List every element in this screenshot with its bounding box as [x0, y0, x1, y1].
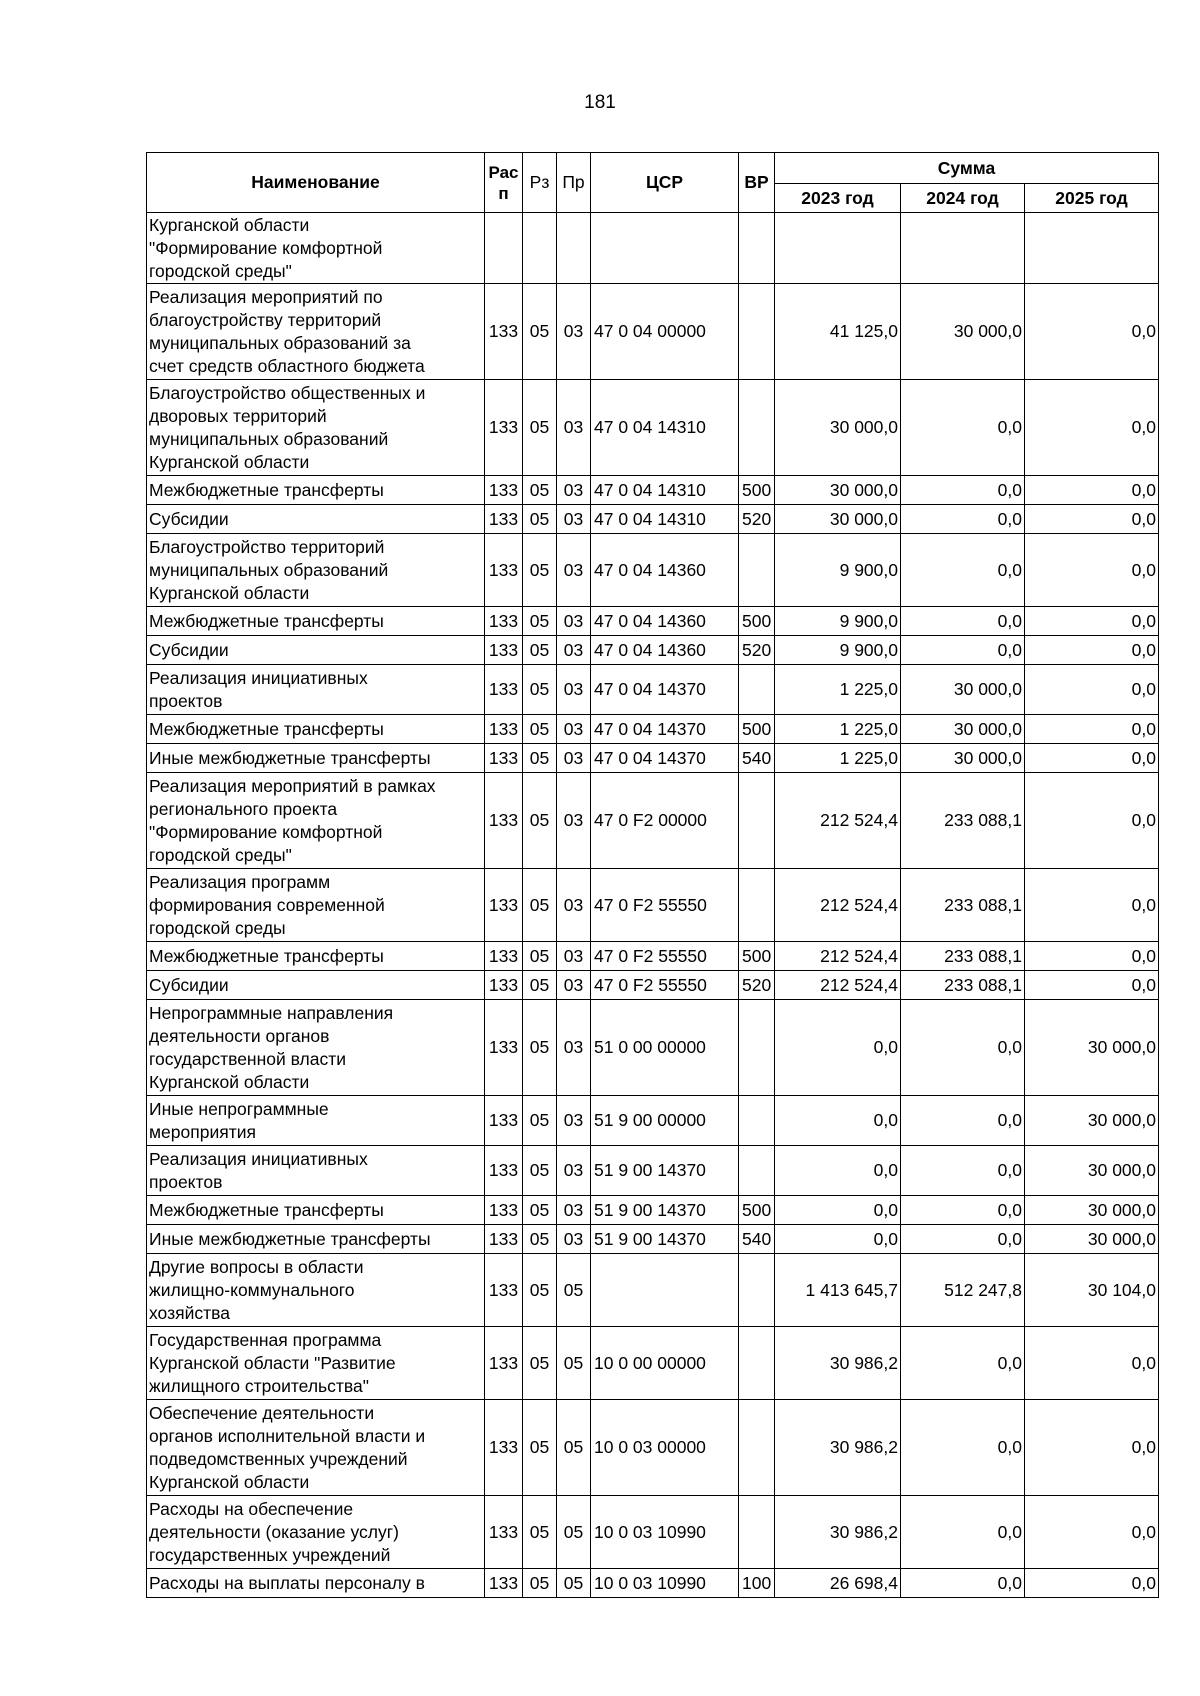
cell-rz: 05 — [523, 1327, 557, 1400]
cell-sum-2025: 0,0 — [1025, 284, 1159, 380]
cell-vr — [739, 1496, 775, 1569]
header-rasp: Рас п — [485, 153, 523, 213]
cell-sum-2023: 9 900,0 — [775, 607, 901, 636]
cell-csr: 47 0 04 14360 — [591, 534, 739, 607]
cell-sum-2025: 30 000,0 — [1025, 1000, 1159, 1096]
cell-name: Благоустройство общественных и дворовых территорий муниципальных образований Курганской области — [147, 380, 485, 476]
cell-sum-2024: 0,0 — [901, 505, 1025, 534]
cell-rz: 05 — [523, 665, 557, 715]
cell-sum-2025: 30 000,0 — [1025, 1146, 1159, 1196]
cell-csr: 51 9 00 14370 — [591, 1225, 739, 1254]
cell-sum-2025: 30 000,0 — [1025, 1225, 1159, 1254]
cell-vr — [739, 534, 775, 607]
cell-rz: 05 — [523, 869, 557, 942]
cell-vr: 520 — [739, 505, 775, 534]
cell-vr — [739, 773, 775, 869]
cell-sum-2023: 30 986,2 — [775, 1327, 901, 1400]
cell-rasp: 133 — [485, 1146, 523, 1196]
cell-pr: 03 — [557, 476, 591, 505]
cell-rz: 05 — [523, 607, 557, 636]
cell-pr: 03 — [557, 534, 591, 607]
table-row — [147, 1569, 1159, 1598]
cell-pr: 03 — [557, 1096, 591, 1146]
cell-name: Государственная программа Курганской области "Развитие жилищного строительства" — [147, 1327, 485, 1400]
header-sum: Сумма — [775, 153, 1159, 184]
cell-pr: 03 — [557, 505, 591, 534]
cell-pr: 03 — [557, 284, 591, 380]
cell-sum-2025: 0,0 — [1025, 1327, 1159, 1400]
cell-pr: 05 — [557, 1496, 591, 1569]
cell-vr: 100 — [739, 1569, 775, 1598]
cell-name: Иные межбюджетные трансферты — [147, 744, 485, 773]
cell-pr: 03 — [557, 1146, 591, 1196]
cell-sum-2025: 0,0 — [1025, 715, 1159, 744]
cell-vr: 500 — [739, 942, 775, 971]
cell-sum-2023: 30 000,0 — [775, 505, 901, 534]
cell-rasp: 133 — [485, 1196, 523, 1225]
table-row — [147, 380, 1159, 476]
cell-csr: 10 0 03 10990 — [591, 1496, 739, 1569]
cell-csr: 47 0 04 14370 — [591, 715, 739, 744]
cell-vr: 500 — [739, 476, 775, 505]
cell-sum-2024: 30 000,0 — [901, 665, 1025, 715]
cell-rasp: 133 — [485, 534, 523, 607]
table-row — [147, 636, 1159, 665]
cell-sum-2023: 0,0 — [775, 1000, 901, 1096]
cell-pr: 03 — [557, 1225, 591, 1254]
cell-csr: 47 0 F2 55550 — [591, 869, 739, 942]
cell-vr — [739, 380, 775, 476]
cell-sum-2025 — [1025, 213, 1159, 284]
cell-sum-2025: 0,0 — [1025, 942, 1159, 971]
cell-rz: 05 — [523, 1225, 557, 1254]
cell-rz: 05 — [523, 715, 557, 744]
cell-sum-2025: 30 000,0 — [1025, 1096, 1159, 1146]
cell-sum-2023: 212 524,4 — [775, 773, 901, 869]
cell-sum-2023: 30 986,2 — [775, 1496, 901, 1569]
cell-name: Благоустройство территорий муниципальных образований Курганской области — [147, 534, 485, 607]
cell-csr: 51 0 00 00000 — [591, 1000, 739, 1096]
cell-sum-2024: 233 088,1 — [901, 773, 1025, 869]
cell-vr — [739, 1000, 775, 1096]
cell-rz: 05 — [523, 1096, 557, 1146]
cell-vr: 500 — [739, 607, 775, 636]
cell-pr: 05 — [557, 1400, 591, 1496]
table-row — [147, 534, 1159, 607]
cell-csr: 47 0 04 14360 — [591, 607, 739, 636]
cell-csr — [591, 213, 739, 284]
cell-sum-2023: 212 524,4 — [775, 869, 901, 942]
cell-name: Обеспечение деятельности органов исполнительной власти и подведомственных учреждений Курганской области — [147, 1400, 485, 1496]
cell-name: Межбюджетные трансферты — [147, 715, 485, 744]
cell-sum-2023: 9 900,0 — [775, 636, 901, 665]
cell-rasp: 133 — [485, 971, 523, 1000]
cell-sum-2024: 0,0 — [901, 1196, 1025, 1225]
cell-rz — [523, 213, 557, 284]
table-row — [147, 213, 1159, 284]
cell-vr — [739, 869, 775, 942]
cell-rasp — [485, 213, 523, 284]
cell-name: Субсидии — [147, 636, 485, 665]
table-row — [147, 665, 1159, 715]
cell-pr: 03 — [557, 971, 591, 1000]
cell-rasp: 133 — [485, 1254, 523, 1327]
cell-csr: 47 0 04 14360 — [591, 636, 739, 665]
cell-name: Межбюджетные трансферты — [147, 942, 485, 971]
cell-sum-2024: 30 000,0 — [901, 744, 1025, 773]
cell-pr — [557, 213, 591, 284]
cell-pr: 03 — [557, 1000, 591, 1096]
cell-sum-2023 — [775, 213, 901, 284]
cell-pr: 03 — [557, 665, 591, 715]
cell-csr: 10 0 00 00000 — [591, 1327, 739, 1400]
cell-sum-2024: 0,0 — [901, 1000, 1025, 1096]
cell-vr — [739, 1254, 775, 1327]
cell-rasp: 133 — [485, 665, 523, 715]
cell-csr: 51 9 00 14370 — [591, 1146, 739, 1196]
table-row — [147, 1400, 1159, 1496]
cell-csr: 47 0 04 14370 — [591, 744, 739, 773]
cell-sum-2023: 1 413 645,7 — [775, 1254, 901, 1327]
page-number: 181 — [584, 92, 616, 113]
cell-sum-2025: 0,0 — [1025, 665, 1159, 715]
cell-rz: 05 — [523, 1496, 557, 1569]
cell-sum-2024: 512 247,8 — [901, 1254, 1025, 1327]
cell-sum-2024: 233 088,1 — [901, 869, 1025, 942]
table-row — [147, 1146, 1159, 1196]
cell-rasp: 133 — [485, 744, 523, 773]
cell-rz: 05 — [523, 942, 557, 971]
cell-sum-2023: 30 986,2 — [775, 1400, 901, 1496]
cell-name: Курганской области "Формирование комфортной городской среды" — [147, 213, 485, 284]
cell-name: Межбюджетные трансферты — [147, 1196, 485, 1225]
cell-vr — [739, 1327, 775, 1400]
cell-rasp: 133 — [485, 1400, 523, 1496]
cell-rasp: 133 — [485, 1096, 523, 1146]
cell-rasp: 133 — [485, 1569, 523, 1598]
cell-name: Реализация программ формирования современной городской среды — [147, 869, 485, 942]
cell-sum-2025: 0,0 — [1025, 1569, 1159, 1598]
cell-vr: 520 — [739, 971, 775, 1000]
cell-name: Реализация инициативных проектов — [147, 665, 485, 715]
cell-csr: 10 0 03 10990 — [591, 1569, 739, 1598]
cell-sum-2023: 0,0 — [775, 1096, 901, 1146]
cell-pr: 03 — [557, 773, 591, 869]
table-row — [147, 715, 1159, 744]
cell-rasp: 133 — [485, 636, 523, 665]
cell-csr: 51 9 00 00000 — [591, 1096, 739, 1146]
cell-rz: 05 — [523, 1254, 557, 1327]
cell-csr: 47 0 F2 00000 — [591, 773, 739, 869]
cell-name: Расходы на выплаты персоналу в — [147, 1569, 485, 1598]
cell-pr: 03 — [557, 636, 591, 665]
table-row — [147, 773, 1159, 869]
cell-sum-2023: 212 524,4 — [775, 942, 901, 971]
table-row — [147, 1254, 1159, 1327]
cell-sum-2025: 0,0 — [1025, 505, 1159, 534]
cell-rasp: 133 — [485, 942, 523, 971]
table-row — [147, 1496, 1159, 1569]
cell-csr: 47 0 04 00000 — [591, 284, 739, 380]
cell-rasp: 133 — [485, 284, 523, 380]
cell-csr: 47 0 04 14310 — [591, 505, 739, 534]
cell-vr: 540 — [739, 744, 775, 773]
table-row — [147, 1196, 1159, 1225]
header-csr: ЦСР — [591, 153, 739, 213]
cell-sum-2023: 26 698,4 — [775, 1569, 901, 1598]
header-vr: ВР — [739, 153, 775, 213]
cell-sum-2023: 41 125,0 — [775, 284, 901, 380]
cell-sum-2025: 30 000,0 — [1025, 1196, 1159, 1225]
cell-rasp: 133 — [485, 773, 523, 869]
cell-rasp: 133 — [485, 869, 523, 942]
cell-csr: 47 0 04 14310 — [591, 476, 739, 505]
cell-rasp: 133 — [485, 1327, 523, 1400]
header-name: Наименование — [147, 153, 485, 213]
header-2024: 2024 год — [901, 184, 1025, 213]
cell-rasp: 133 — [485, 1496, 523, 1569]
cell-sum-2023: 30 000,0 — [775, 380, 901, 476]
cell-sum-2025: 0,0 — [1025, 380, 1159, 476]
cell-pr: 03 — [557, 380, 591, 476]
cell-sum-2024: 0,0 — [901, 476, 1025, 505]
table-row — [147, 284, 1159, 380]
cell-sum-2023: 0,0 — [775, 1196, 901, 1225]
cell-pr: 03 — [557, 869, 591, 942]
cell-rz: 05 — [523, 1000, 557, 1096]
cell-name: Субсидии — [147, 971, 485, 1000]
cell-rz: 05 — [523, 773, 557, 869]
cell-sum-2025: 0,0 — [1025, 636, 1159, 665]
cell-name: Межбюджетные трансферты — [147, 607, 485, 636]
cell-rz: 05 — [523, 1196, 557, 1225]
cell-sum-2025: 0,0 — [1025, 607, 1159, 636]
cell-sum-2025: 0,0 — [1025, 476, 1159, 505]
cell-pr: 03 — [557, 715, 591, 744]
table-row — [147, 505, 1159, 534]
cell-sum-2024: 0,0 — [901, 636, 1025, 665]
cell-rz: 05 — [523, 744, 557, 773]
table-row — [147, 476, 1159, 505]
cell-pr: 05 — [557, 1327, 591, 1400]
cell-sum-2024: 30 000,0 — [901, 284, 1025, 380]
cell-sum-2025: 0,0 — [1025, 534, 1159, 607]
cell-sum-2024: 0,0 — [901, 1096, 1025, 1146]
header-rz: Рз — [523, 153, 557, 213]
cell-name: Субсидии — [147, 505, 485, 534]
cell-csr — [591, 1254, 739, 1327]
cell-rz: 05 — [523, 534, 557, 607]
table-row — [147, 869, 1159, 942]
cell-rasp: 133 — [485, 607, 523, 636]
header-pr: Пр — [557, 153, 591, 213]
cell-rz: 05 — [523, 380, 557, 476]
cell-sum-2024: 0,0 — [901, 1327, 1025, 1400]
cell-rz: 05 — [523, 971, 557, 1000]
cell-sum-2025: 0,0 — [1025, 773, 1159, 869]
cell-rz: 05 — [523, 284, 557, 380]
cell-sum-2023: 0,0 — [775, 1146, 901, 1196]
cell-name: Реализация мероприятий в рамках регионального проекта "Формирование комфортной городской среды" — [147, 773, 485, 869]
cell-vr — [739, 1400, 775, 1496]
cell-name: Реализация мероприятий по благоустройству территорий муниципальных образований за счет средств областного бюджета — [147, 284, 485, 380]
cell-name: Иные межбюджетные трансферты — [147, 1225, 485, 1254]
cell-sum-2024: 0,0 — [901, 1496, 1025, 1569]
cell-csr: 47 0 04 14370 — [591, 665, 739, 715]
table-row — [147, 1225, 1159, 1254]
cell-rasp: 133 — [485, 1225, 523, 1254]
cell-pr: 03 — [557, 607, 591, 636]
cell-vr: 540 — [739, 1225, 775, 1254]
cell-pr: 05 — [557, 1254, 591, 1327]
cell-sum-2024: 233 088,1 — [901, 971, 1025, 1000]
cell-name: Непрограммные направления деятельности органов государственной власти Курганской области — [147, 1000, 485, 1096]
cell-sum-2023: 1 225,0 — [775, 715, 901, 744]
cell-sum-2024: 0,0 — [901, 380, 1025, 476]
cell-sum-2025: 0,0 — [1025, 1496, 1159, 1569]
cell-pr: 03 — [557, 942, 591, 971]
cell-rasp: 133 — [485, 1000, 523, 1096]
cell-rz: 05 — [523, 505, 557, 534]
cell-sum-2023: 0,0 — [775, 1225, 901, 1254]
budget-table — [146, 152, 1159, 1598]
cell-rz: 05 — [523, 476, 557, 505]
cell-rasp: 133 — [485, 715, 523, 744]
cell-name: Межбюджетные трансферты — [147, 476, 485, 505]
cell-rasp: 133 — [485, 476, 523, 505]
cell-name: Реализация инициативных проектов — [147, 1146, 485, 1196]
cell-pr: 03 — [557, 744, 591, 773]
cell-csr: 47 0 F2 55550 — [591, 942, 739, 971]
cell-sum-2025: 0,0 — [1025, 744, 1159, 773]
cell-sum-2023: 30 000,0 — [775, 476, 901, 505]
cell-name: Расходы на обеспечение деятельности (оказание услуг) государственных учреждений — [147, 1496, 485, 1569]
cell-sum-2024: 233 088,1 — [901, 942, 1025, 971]
cell-name: Другие вопросы в области жилищно-коммунального хозяйства — [147, 1254, 485, 1327]
table-row — [147, 1000, 1159, 1096]
cell-vr: 520 — [739, 636, 775, 665]
cell-vr — [739, 1096, 775, 1146]
cell-sum-2024: 0,0 — [901, 607, 1025, 636]
cell-rz: 05 — [523, 1146, 557, 1196]
table-row — [147, 1096, 1159, 1146]
cell-pr: 05 — [557, 1569, 591, 1598]
cell-sum-2023: 1 225,0 — [775, 744, 901, 773]
cell-vr — [739, 213, 775, 284]
cell-sum-2024: 0,0 — [901, 1569, 1025, 1598]
cell-pr: 03 — [557, 1196, 591, 1225]
cell-sum-2024: 0,0 — [901, 1400, 1025, 1496]
cell-rz: 05 — [523, 1569, 557, 1598]
cell-sum-2025: 30 104,0 — [1025, 1254, 1159, 1327]
cell-vr — [739, 284, 775, 380]
cell-vr — [739, 665, 775, 715]
table-row — [147, 971, 1159, 1000]
table-row — [147, 607, 1159, 636]
cell-csr: 10 0 03 00000 — [591, 1400, 739, 1496]
cell-sum-2024: 0,0 — [901, 534, 1025, 607]
cell-vr: 500 — [739, 1196, 775, 1225]
cell-sum-2025: 0,0 — [1025, 971, 1159, 1000]
table-body — [147, 213, 1159, 1598]
cell-rz: 05 — [523, 636, 557, 665]
cell-vr — [739, 1146, 775, 1196]
cell-rasp: 133 — [485, 505, 523, 534]
cell-sum-2025: 0,0 — [1025, 1400, 1159, 1496]
cell-sum-2024: 30 000,0 — [901, 715, 1025, 744]
cell-csr: 47 0 F2 55550 — [591, 971, 739, 1000]
cell-rasp: 133 — [485, 380, 523, 476]
table-row — [147, 942, 1159, 971]
cell-sum-2023: 9 900,0 — [775, 534, 901, 607]
cell-name: Иные непрограммные мероприятия — [147, 1096, 485, 1146]
cell-sum-2023: 1 225,0 — [775, 665, 901, 715]
cell-sum-2024 — [901, 213, 1025, 284]
cell-rz: 05 — [523, 1400, 557, 1496]
table-row — [147, 744, 1159, 773]
header-2023: 2023 год — [775, 184, 901, 213]
cell-sum-2024: 0,0 — [901, 1225, 1025, 1254]
cell-sum-2023: 212 524,4 — [775, 971, 901, 1000]
cell-csr: 51 9 00 14370 — [591, 1196, 739, 1225]
header-2025: 2025 год — [1025, 184, 1159, 213]
cell-csr: 47 0 04 14310 — [591, 380, 739, 476]
cell-vr: 500 — [739, 715, 775, 744]
cell-sum-2025: 0,0 — [1025, 869, 1159, 942]
cell-sum-2024: 0,0 — [901, 1146, 1025, 1196]
table-row — [147, 1327, 1159, 1400]
